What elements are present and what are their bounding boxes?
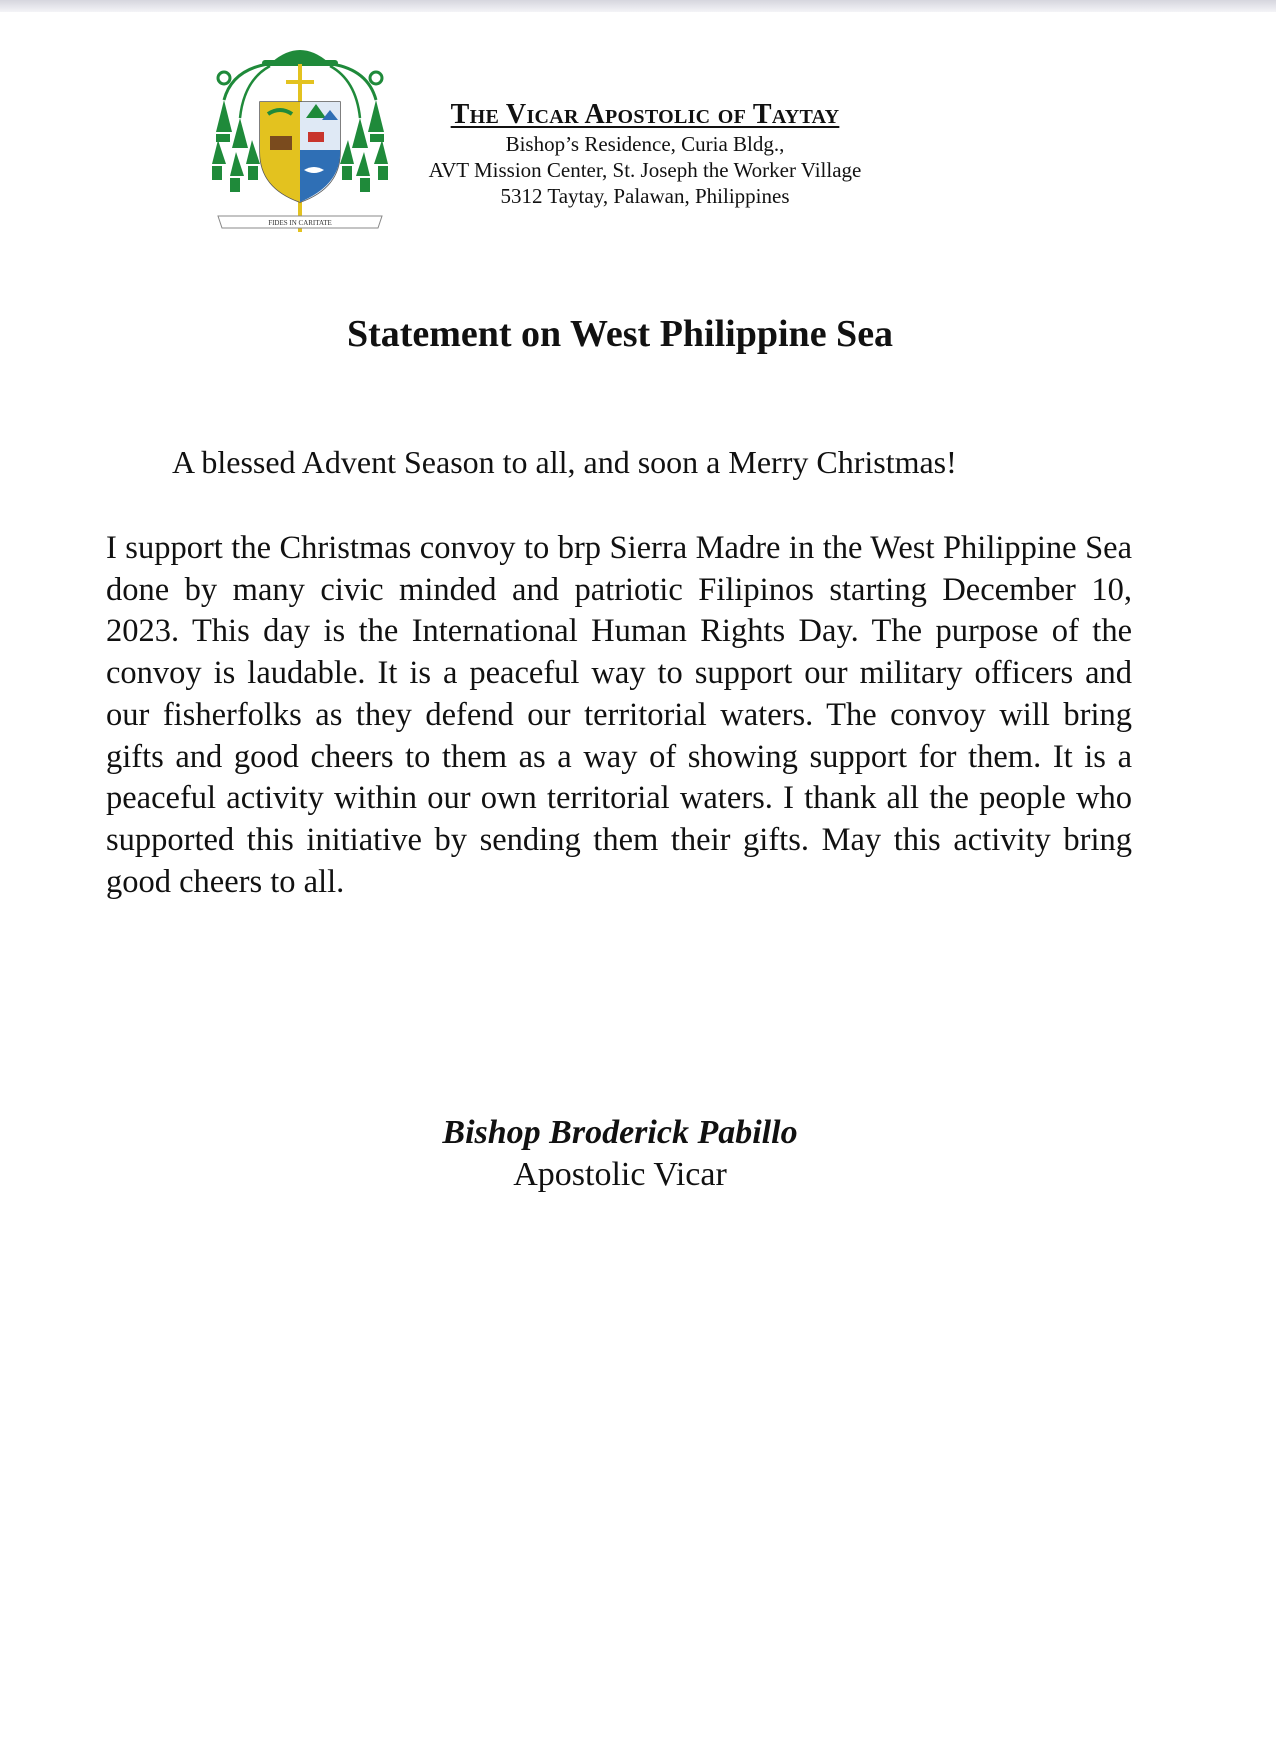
document-title: Statement on West Philippine Sea [346,313,894,355]
crest-motto-text: FIDES IN CARITATE [268,219,332,227]
address-line-1: Bishop’s Residence, Curia Bldg., [505,132,785,156]
signature-block [0,1112,1240,1196]
episcopal-crest-logo [210,40,390,235]
crest-svg [210,40,390,235]
statement-body-paragraph: I support the Christmas convoy to brp Sierra Madre in the West Philippine Sea done by many civic minded and patriotic Filipinos starting December 10, 2023. This day is the International Human Rights Day. The purpose of the convoy is laudable. It is a peaceful way to support our military officers and our fisherfolks as they defend our territorial waters. The convoy will bring gifts and good cheers to them as a way of showing support for them. It is a peaceful activity within our own territorial waters. I thank all the people who supported this initiative by sending them their gifts. May this activity bring good cheers to all. [106,530,1132,900]
top-edge-shade [0,0,1276,12]
signatory-name: Bishop Broderick Pabillo [442,1114,798,1151]
letterhead [395,99,895,209]
document-page [0,12,1276,1752]
greeting-line: A blessed Advent Season to all, and soon a Merry Christmas! [172,444,957,480]
address-line-2: AVT Mission Center, St. Joseph the Worker Village [428,158,862,182]
signatory-title: Apostolic Vicar [513,1156,727,1193]
address-line-3: 5312 Taytay, Palawan, Philippines [500,184,790,208]
organization-name: The Vicar Apostolic of Taytay [450,99,840,130]
